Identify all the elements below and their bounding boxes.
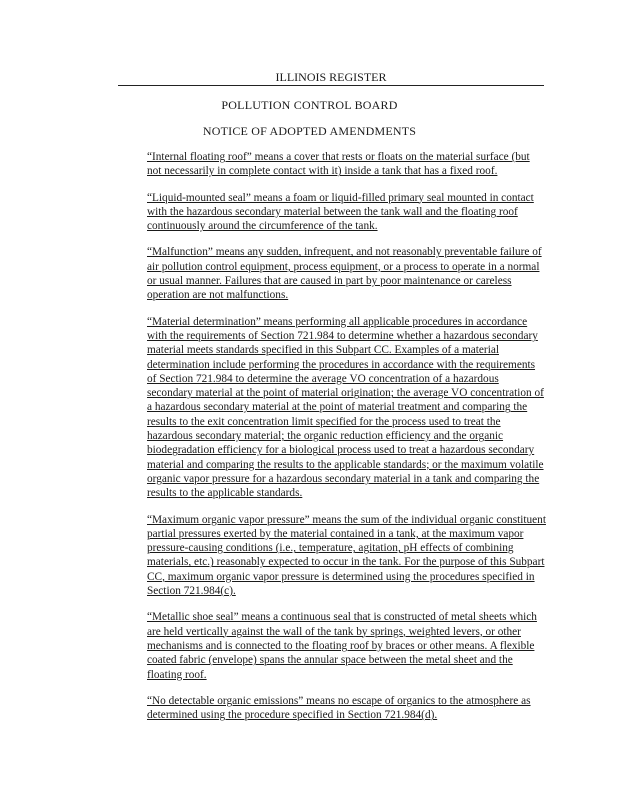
register-header: ILLINOIS REGISTER [118, 70, 544, 86]
definition-material-determination: “Material determination” means performing all applicable procedures in accordance with the requirements of Section 721.984 to determine whether a hazardous secondary material meets standards specified in this Subpart CC. Examples of a material determination include performing the procedures in accordance with the requirements of Section 721.984 to determine the average VO concentration of a hazardous secondary material at the point of material origination; the average VO concentration of a hazardous secondary material at the point of material treatment and comparing the results to the exit concentration limit specified for the process used to treat the hazardous secondary material; the organic reduction efficiency and the organic biodegradation efficiency for a biological process used to treat a hazardous secondary material and comparing the results to the applicable standards; or the maximum volatile organic vapor pressure for a hazardous secondary material in a tank and comparing the results to the applicable standards. [147, 315, 544, 500]
definition-malfunction: “Malfunction” means any sudden, infrequent, and not reasonably preventable failure of air pollution control equipment, process equipment, or a process to operate in a normal or usual manner. Failures that are caused in part by poor maintenance or careless operation are not malfunctions. [147, 246, 542, 302]
definition-maximum-organic-vapor-pressure: “Maximum organic vapor pressure” means the sum of the individual organic constituent partial pressures exerted by the material contained in a tank, at the maximum vapor pressure-causing conditions (i.e., temperature, agitation, pH effects of combining materials, etc.) reasonably expected to occur in the tank. For the purpose of this Subpart CC, maximum organic vapor pressure is determined using the procedures specified in Section 721.984(c). [147, 513, 546, 598]
definition-no-detectable-organic-emissions: “No detectable organic emissions” means no escape of organics to the atmosphere as determined using the procedure specified in Section 721.984(d). [147, 694, 531, 722]
notice-title: NOTICE OF ADOPTED AMENDMENTS [202, 124, 417, 138]
definition-internal-floating-roof: “Internal floating roof” means a cover that rests or floats on the material surface (but not necessarily in complete contact with it) inside a tank that has a fixed roof. [147, 151, 530, 178]
definition-metallic-shoe-seal: “Metallic shoe seal” means a continuous seal that is constructed of metal sheets which are held vertically against the wall of the tank by springs, weighted levers, or other mechanisms and is connected to the floating roof by braces or other means. A flexible coated fabric (envelope) spans the annular space between the metal sheet and the floating roof. [147, 611, 537, 681]
definitions-body [147, 150, 546, 734]
definition-liquid-mounted-seal: “Liquid-mounted seal” means a foam or liquid-filled primary seal mounted in contact with the hazardous secondary material between the tank wall and the floating roof continuously around the circumference of the tank. [147, 191, 534, 233]
board-title: POLLUTION CONTROL BOARD [221, 98, 398, 112]
